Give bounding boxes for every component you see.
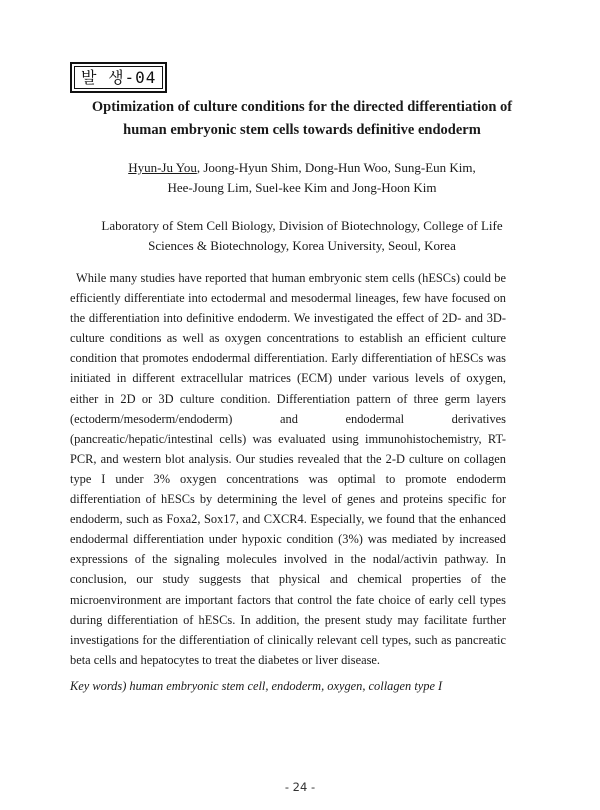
affiliation bbox=[60, 216, 544, 256]
paper-title bbox=[60, 96, 544, 142]
presenting-author: Hyun-Ju You bbox=[128, 160, 197, 175]
page-number: - 24 - bbox=[284, 780, 316, 794]
affiliation-line-2: Sciences & Biotechnology, Korea University, Seoul, Korea bbox=[148, 238, 456, 253]
author-line-2: Hee-Joung Lim, Suel-kee Kim and Jong-Hoon Kim bbox=[167, 180, 437, 195]
title-line-2: human embryonic stem cells towards definitive endoderm bbox=[123, 122, 481, 138]
author-line-1-rest: , Joong-Hyun Shim, Dong-Hun Woo, Sung-Eun Kim, bbox=[196, 160, 476, 175]
title-line-1: Optimization of culture conditions for the directed differentiation of bbox=[91, 99, 513, 115]
session-badge-label: 발 생-04 bbox=[74, 66, 163, 89]
abstract-body: While many studies have reported that human embryonic stem cells (hESCs) could be efficiently differentiate into ectodermal and mesodermal lineages, few have focused on the differentiation into definitive endoderm. We investigated the effect of 2D- and 3D-culture conditions as well as oxygen concentrations to establish an efficient culture condition that promotes endodermal differentiation. Early differentiation of hESCs was initiated in different extracellular matrices (ECM) under various levels of oxygen, either in 2D or 3D culture condition. Differentiation pattern of three germ layers (ectoderm/mesoderm/endoderm) and endodermal derivatives (pancreatic/hepatic/intestinal cells) was evaluated using immunohistochemistry, RT-PCR, and western blot analysis. Our studies revealed that the 2-D culture on collagen type I under 3% oxygen concentrations was optimal to promote endoderm differentiation of hESCs by determining the level of genes and proteins specific for endoderm, such as Foxa2, Sox17, and CXCR4. Especially, we found that the enhanced endodermal differentiation under hypoxic condition (3%) was mediated by increased expressions of the signaling molecules involved in the nodal/activin pathway. In conclusion, our study suggests that physical and chemical properties of the microenvironment are important factors that control the fate choice of early cell types during differentiation of hESCs. In addition, the present study may facilitate further investigations for the differentiation of clinically relevant cell types, such as pancreatic beta cells and hepatocytes to treat the diabetes or liver disease. bbox=[70, 271, 506, 667]
session-badge bbox=[70, 62, 167, 93]
author-list bbox=[60, 158, 544, 198]
keywords: Key words) human embryonic stem cell, endoderm, oxygen, collagen type I bbox=[70, 679, 443, 693]
affiliation-line-1: Laboratory of Stem Cell Biology, Division of Biotechnology, College of Life bbox=[101, 218, 503, 233]
